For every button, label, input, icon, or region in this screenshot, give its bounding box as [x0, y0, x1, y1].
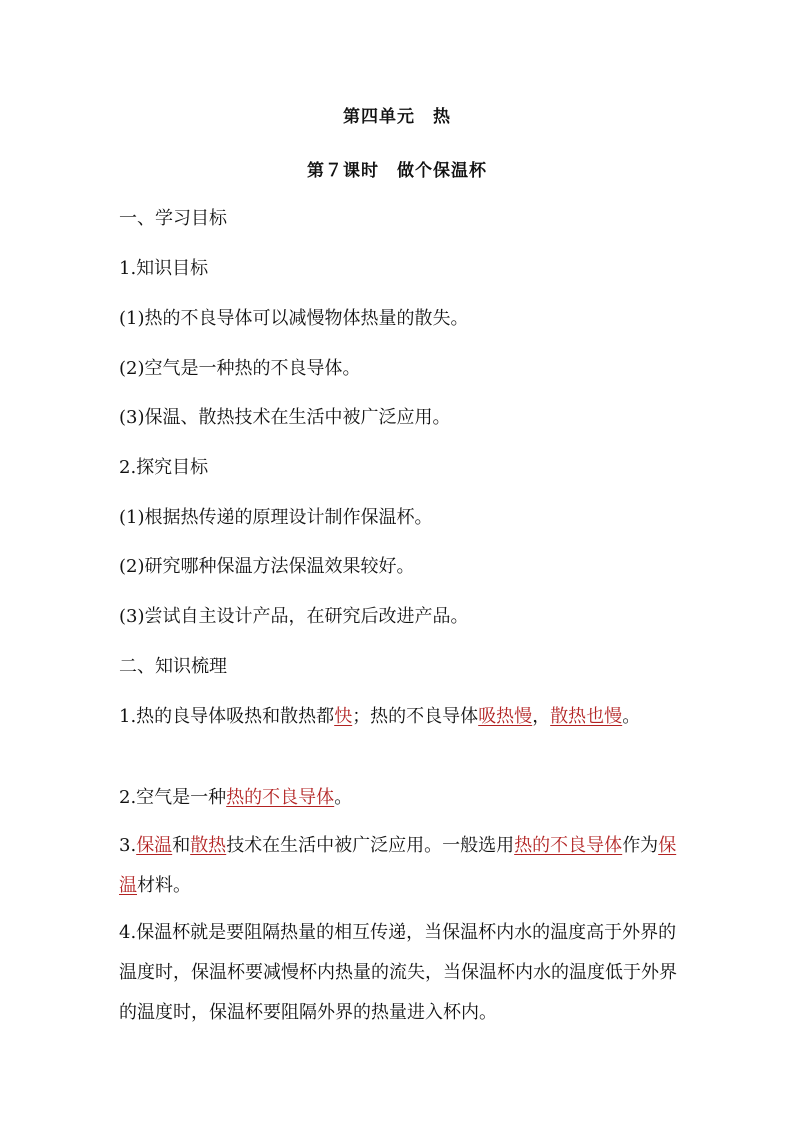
- inquiry-goals-heading: 2.探究目标: [119, 457, 209, 478]
- text-segment: 作为: [622, 835, 659, 856]
- text-segment: ；热的不良导体: [352, 706, 479, 727]
- section-heading-review: 二、知识梳理: [119, 656, 227, 677]
- section-heading-goals: 一、学习目标: [119, 208, 227, 229]
- answer-blank: 热的不良导体: [226, 787, 335, 808]
- knowledge-goal-1: (1)热的不良导体可以减慢物体热量的散失。: [119, 308, 469, 329]
- text-segment: 。: [622, 706, 641, 727]
- inquiry-goal-1: (1)根据热传递的原理设计制作保温杯。: [119, 507, 433, 528]
- unit-title: 第四单元 热: [343, 107, 451, 127]
- answer-blank: 热的不良导体: [514, 835, 623, 856]
- answer-blank: 快: [334, 706, 353, 727]
- answer-blank: 保温: [119, 835, 677, 896]
- text-segment: 和: [172, 835, 191, 856]
- text-segment: ，: [532, 706, 551, 727]
- text-segment: 技术在生活中被广泛应用。一般选用: [226, 835, 515, 856]
- text-segment: 2.空气是一种: [119, 787, 227, 808]
- review-item-1: [119, 705, 679, 729]
- text-segment: 材料。: [137, 875, 191, 896]
- text-segment: 1.热的良导体吸热和散热都: [119, 706, 335, 727]
- answer-blank: 吸热慢: [478, 706, 533, 727]
- lesson-title: 第７课时 做个保温杯: [307, 161, 487, 181]
- review-item-4: 4.保温杯就是要阻隔热量的相互传递，当保温杯内水的温度高于外界的温度时，保温杯要减慢杯内热量的流失，当保温杯内水的温度低于外界的温度时，保温杯要阻隔外界的热量进入杯内。: [119, 922, 677, 1023]
- text-segment: 3.: [119, 835, 137, 856]
- answer-blank: 保温: [136, 835, 173, 856]
- text-segment: 。: [334, 787, 353, 808]
- inquiry-goal-2: (2)研究哪种保温方法保温效果较好。: [119, 556, 415, 577]
- answer-blank: 散热也慢: [550, 706, 623, 727]
- knowledge-goal-2: (2)空气是一种热的不良导体。: [119, 358, 361, 379]
- review-item-2: [119, 786, 679, 810]
- knowledge-goals-heading: 1.知识目标: [119, 258, 209, 279]
- review-item-3: [119, 826, 679, 906]
- inquiry-goal-3: (3)尝试自主设计产品，在研究后改进产品。: [119, 606, 469, 627]
- knowledge-goal-3: (3)保温、散热技术在生活中被广泛应用。: [119, 407, 451, 428]
- answer-blank: 散热: [190, 835, 227, 856]
